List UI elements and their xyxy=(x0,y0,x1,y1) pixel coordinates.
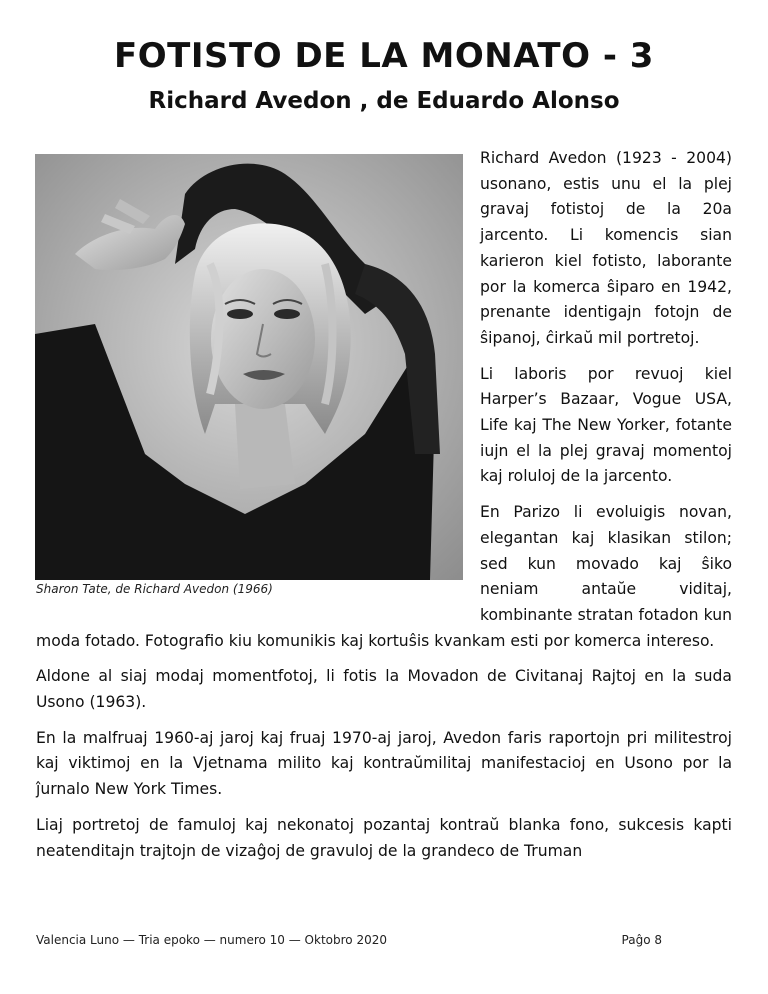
page-number: Paĝo 8 xyxy=(621,933,662,947)
paragraph: Richard Avedon (1923 - 2004) usonano, estis unu el la plej gravaj fotistoj de la 20a jarcento. Li komencis sian karieron kiel fotisto, laborante por la komerca ŝiparo en 1942, prenante identigajn fotojn de ŝipanoj, ĉirkaŭ mil portretoj. xyxy=(480,149,732,347)
paragraph: En Parizo li evoluigis novan, elegantan kaj klasikan stilon; sed kun movado kaj ŝiko neniam antaŭe viditaj, kombinante stratan fotadon kun moda fotado. Fotografio kiu komunikis kaj kortuŝis kvankam esti por komerca intereso. xyxy=(36,503,732,650)
paragraph: Liaj portretoj de famuloj kaj nekonatoj pozantaj kontraŭ blanka fono, sukcesis kapti neatenditajn trajtojn de vizaĝoj de gravuloj de la grandeco de Truman xyxy=(36,815,732,860)
photo-spacer xyxy=(36,146,480,604)
photo-caption: Sharon Tate, de Richard Avedon (1966) xyxy=(36,582,273,596)
article-subtitle: Richard Avedon , de Eduardo Alonso xyxy=(148,88,620,114)
article-body xyxy=(36,146,732,874)
footer-publication: Valencia Luno — Tria epoko — numero 10 — Oktobro 2020 xyxy=(36,933,387,947)
page-title: FOTISTO DE LA MONATO - 3 xyxy=(114,36,654,76)
paragraph: Aldone al siaj modaj momentfotoj, li fotis la Movadon de Civitanaj Rajtoj en la suda Usono (1963). xyxy=(36,667,732,712)
paragraph: En la malfruaj 1960-aj jaroj kaj fruaj 1970-aj jaroj, Avedon faris raportojn pri militestroj kaj viktimoj en la Vjetnama milito kaj kontraŭmilitaj manifestacioj en Usono por la ĵurnalo New York Times. xyxy=(36,728,732,799)
paragraph: Li laboris por revuoj kiel Harper’s Bazaar, Vogue USA, Life kaj The New Yorker, fotante iujn el la plej gravaj momentoj kaj roluloj de la jarcento. xyxy=(480,364,732,486)
